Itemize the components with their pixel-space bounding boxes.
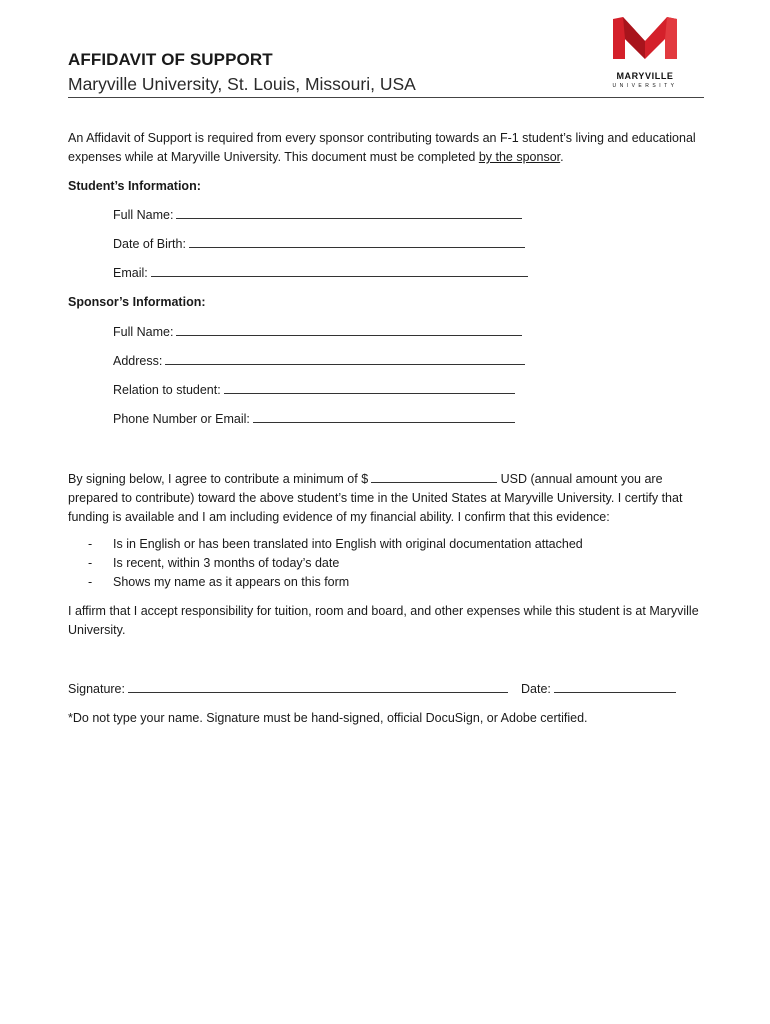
signature-line[interactable] [128, 680, 508, 693]
student-dob-field[interactable] [113, 235, 525, 254]
sponsor-address-line[interactable] [165, 352, 525, 365]
student-dob-label: Date of Birth: [113, 237, 186, 251]
sponsor-full-name-line[interactable] [176, 323, 522, 336]
sponsor-contact-field[interactable] [113, 410, 515, 429]
bullet-dash: - [88, 537, 93, 551]
intro-end: . [560, 150, 564, 164]
evidence-list [88, 535, 583, 592]
agreement-paragraph [68, 470, 708, 527]
bullet-dash: - [88, 556, 93, 570]
student-full-name-line[interactable] [176, 206, 522, 219]
contribution-amount-line[interactable] [371, 470, 497, 483]
sponsor-full-name-label: Full Name: [113, 325, 174, 339]
sponsor-address-field[interactable] [113, 352, 525, 371]
date-field[interactable] [521, 680, 676, 699]
student-info-heading: Student’s Information: [68, 179, 201, 193]
maryville-m-logo-icon [609, 15, 681, 93]
date-line[interactable] [554, 680, 676, 693]
intro-paragraph [68, 129, 708, 167]
sponsor-full-name-field[interactable] [113, 323, 522, 342]
list-item [88, 554, 583, 573]
bullet-dash: - [88, 575, 93, 589]
document-subtitle: Maryville University, St. Louis, Missouri, USA [68, 74, 416, 94]
student-email-label: Email: [113, 266, 148, 280]
evidence-item-text: Shows my name as it appears on this form [113, 575, 350, 589]
sponsor-address-label: Address: [113, 354, 163, 368]
signature-label: Signature: [68, 682, 125, 696]
signature-note: *Do not type your name. Signature must be hand-signed, official DocuSign, or Adobe certified. [68, 711, 588, 725]
sponsor-relation-label: Relation to student: [113, 383, 221, 397]
student-full-name-field[interactable] [113, 206, 522, 225]
logo-subtext: UNIVERSITY [612, 83, 678, 89]
sponsor-info-heading: Sponsor’s Information: [68, 295, 206, 309]
student-email-field[interactable] [113, 264, 528, 283]
agreement-text-after: USD (annual amount you are prepared to contribute) toward the above student’s time in the United States at Maryville University. I certify that funding is available and I am including evidence of my financial ability. I confirm that this evidence: [68, 472, 683, 524]
agreement-text-before: By signing below, I agree to contribute a minimum of $ [68, 472, 369, 486]
header-divider [68, 97, 704, 98]
logo-wordmark: MARYVILLE [616, 71, 674, 81]
date-label: Date: [521, 682, 551, 696]
intro-underlined-text: by the sponsor [478, 150, 561, 164]
evidence-item-text: Is in English or has been translated into English with original documentation attached [113, 537, 583, 551]
sponsor-contact-label: Phone Number or Email: [113, 412, 250, 426]
intro-text: An Affidavit of Support is required from every sponsor contributing towards an F-1 student’s living and educational expenses while at Maryville University. This document must be completed [68, 131, 696, 164]
document-title: AFFIDAVIT OF SUPPORT [68, 50, 273, 69]
student-full-name-label: Full Name: [113, 208, 174, 222]
student-email-line[interactable] [151, 264, 528, 277]
sponsor-relation-line[interactable] [224, 381, 515, 394]
sponsor-contact-line[interactable] [253, 410, 515, 423]
list-item [88, 573, 583, 592]
signature-field[interactable] [68, 680, 508, 699]
affirm-paragraph: I affirm that I accept responsibility for tuition, room and board, and other expenses while this student is at Maryville University. [68, 604, 699, 637]
sponsor-relation-field[interactable] [113, 381, 515, 400]
student-dob-line[interactable] [189, 235, 525, 248]
list-item [88, 535, 583, 554]
evidence-item-text: Is recent, within 3 months of today’s date [113, 556, 340, 570]
